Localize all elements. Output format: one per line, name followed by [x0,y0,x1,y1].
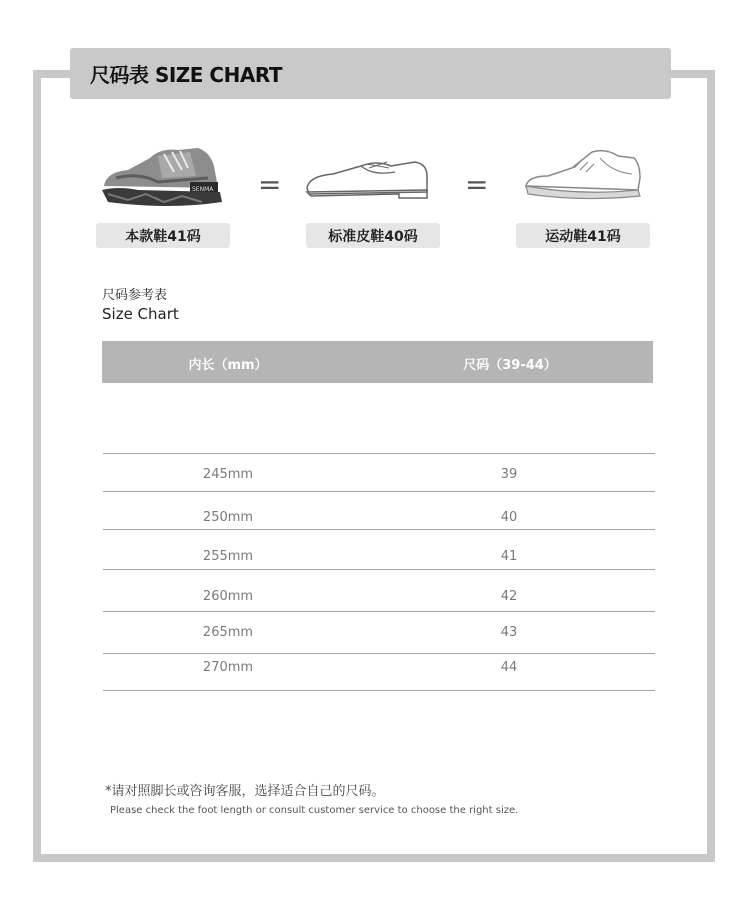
svg-text:SENMA: SENMA [192,186,214,193]
size-chart-title-cn: 尺码参考表 [102,288,168,303]
shoe-label-leather: 标准皮鞋40码 [306,223,440,248]
cell-size: 42 [500,589,518,604]
row-divider [103,611,655,612]
size-chart-title-en: Size Chart [102,305,179,323]
cell-size: 39 [500,467,518,482]
table-header [102,341,653,383]
equals-sign: = [258,168,282,201]
size-chart-heading [102,287,179,323]
column-header-size: 尺码（39-44） [463,358,557,373]
shoe-label-this-model: 本款鞋41码 [96,223,230,248]
title-bar [70,48,671,99]
row-divider [103,569,655,570]
row-divider [103,491,655,492]
cell-length: 255mm [202,549,254,564]
cell-size: 44 [500,660,518,675]
shoe-label-sports: 运动鞋41码 [516,223,650,248]
page-title: 尺码表 SIZE CHART [90,63,282,87]
equals-sign: = [465,168,489,201]
size-note-en: Please check the foot length or consult customer service to choose the right size. [110,805,519,816]
row-divider [103,453,655,454]
cell-length: 260mm [202,589,254,604]
column-header-length: 内长（mm） [188,358,268,373]
cell-length: 250mm [202,510,254,525]
cell-size: 43 [500,625,518,640]
chunky-sneaker-icon [98,142,228,214]
cell-size: 41 [500,549,518,564]
cell-length: 265mm [202,625,254,640]
row-divider [103,690,655,691]
cell-size: 40 [500,510,518,525]
leather-shoe-icon [303,152,433,206]
cell-length: 245mm [202,467,254,482]
row-divider [103,653,655,654]
cell-length: 270mm [202,660,254,675]
row-divider [103,529,655,530]
running-shoe-icon [522,146,646,202]
size-note-cn: *请对照脚长或咨询客服，选择适合自己的尺码。 [105,784,385,799]
